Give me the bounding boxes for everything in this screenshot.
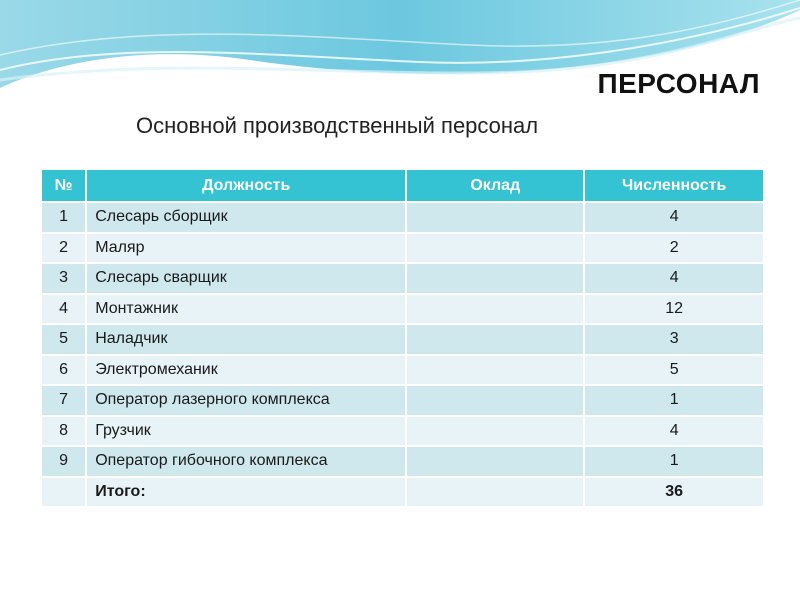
row-position: Оператор гибочного комплекса	[86, 446, 406, 477]
slide-subtitle: Основной производственный персонал	[136, 113, 539, 138]
row-count: 4	[584, 263, 764, 294]
row-salary	[406, 324, 584, 355]
row-count: 2	[584, 233, 764, 264]
row-salary	[406, 385, 584, 416]
table-row	[41, 385, 764, 416]
total-label: Итого:	[86, 477, 406, 508]
row-salary	[406, 233, 584, 264]
row-salary	[406, 202, 584, 233]
table-row	[41, 446, 764, 477]
row-position: Грузчик	[86, 416, 406, 447]
row-count: 1	[584, 385, 764, 416]
total-salary-cell	[406, 477, 584, 508]
table-row	[41, 355, 764, 386]
row-salary	[406, 263, 584, 294]
table-row	[41, 263, 764, 294]
row-number: 3	[41, 263, 86, 294]
row-number: 7	[41, 385, 86, 416]
column-header-salary: Оклад	[406, 169, 584, 202]
row-number: 8	[41, 416, 86, 447]
staff-table	[40, 168, 765, 508]
table-row	[41, 416, 764, 447]
row-count: 3	[584, 324, 764, 355]
row-position: Маляр	[86, 233, 406, 264]
row-number: 2	[41, 233, 86, 264]
slide-title: ПЕРСОНАЛ	[597, 68, 760, 99]
row-number: 4	[41, 294, 86, 325]
table-row	[41, 202, 764, 233]
row-count: 1	[584, 446, 764, 477]
column-header-position: Должность	[86, 169, 406, 202]
total-number-cell	[41, 477, 86, 508]
row-number: 5	[41, 324, 86, 355]
column-header-count: Численность	[584, 169, 764, 202]
row-salary	[406, 446, 584, 477]
table-total-row	[41, 477, 764, 508]
row-count: 12	[584, 294, 764, 325]
table-row	[41, 233, 764, 264]
table-header-row	[41, 169, 764, 202]
table-row	[41, 294, 764, 325]
row-position: Слесарь сборщик	[86, 202, 406, 233]
row-position: Монтажник	[86, 294, 406, 325]
row-count: 4	[584, 202, 764, 233]
row-count: 5	[584, 355, 764, 386]
row-position: Оператор лазерного комплекса	[86, 385, 406, 416]
row-position: Слесарь сварщик	[86, 263, 406, 294]
column-header-number: №	[41, 169, 86, 202]
table-row	[41, 324, 764, 355]
row-salary	[406, 294, 584, 325]
row-number: 9	[41, 446, 86, 477]
row-position: Электромеханик	[86, 355, 406, 386]
row-position: Наладчик	[86, 324, 406, 355]
total-count: 36	[584, 477, 764, 508]
row-count: 4	[584, 416, 764, 447]
row-salary	[406, 355, 584, 386]
row-number: 1	[41, 202, 86, 233]
row-salary	[406, 416, 584, 447]
row-number: 6	[41, 355, 86, 386]
